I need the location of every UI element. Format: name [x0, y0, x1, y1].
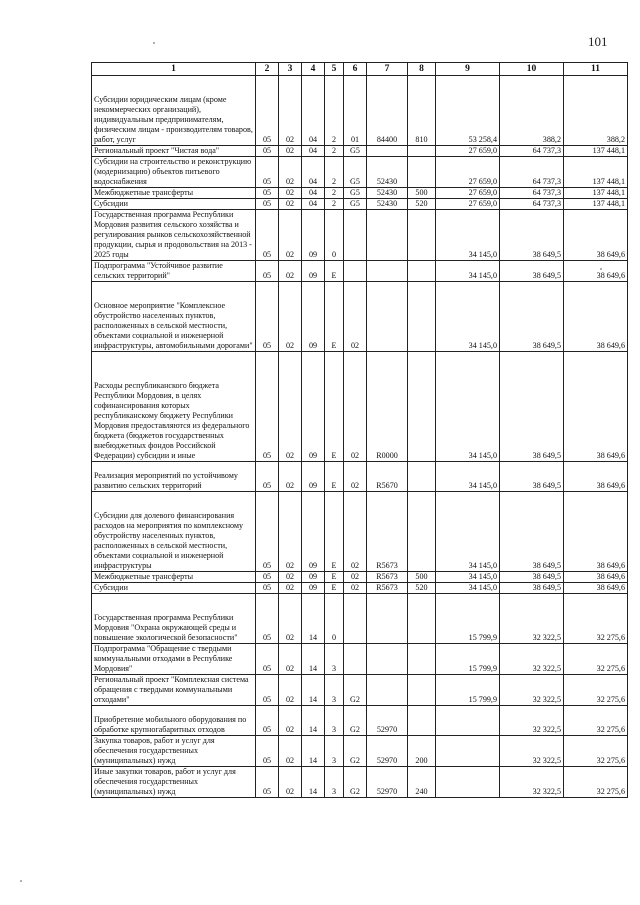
code-section: 05 — [256, 157, 279, 188]
code-expense-type — [408, 157, 436, 188]
code-subsection: 02 — [279, 146, 302, 157]
column-header: 10 — [500, 63, 564, 76]
row-name: Региональный проект "Чистая вода" — [92, 146, 256, 157]
column-header: 2 — [256, 63, 279, 76]
code-section: 05 — [256, 736, 279, 767]
scan-speck — [153, 42, 155, 44]
code-program: 09 — [302, 210, 325, 261]
code-event: 02 — [344, 583, 367, 594]
amount-2020: 53 258,4 — [436, 76, 500, 146]
code-event: G2 — [344, 675, 367, 706]
code-program: 09 — [302, 583, 325, 594]
code-subsection: 02 — [279, 492, 302, 572]
column-header: 8 — [408, 63, 436, 76]
amount-2021: 32 322,5 — [500, 675, 564, 706]
table-row — [92, 76, 628, 146]
code-section: 05 — [256, 210, 279, 261]
code-program: 04 — [302, 146, 325, 157]
code-subsection: 02 — [279, 76, 302, 146]
table-row — [92, 736, 628, 767]
code-expense-type — [408, 282, 436, 352]
code-event — [344, 644, 367, 675]
amount-2021: 64 737,3 — [500, 146, 564, 157]
code-subsection: 02 — [279, 282, 302, 352]
code-section: 05 — [256, 492, 279, 572]
code-expense-type — [408, 146, 436, 157]
code-section: 05 — [256, 188, 279, 199]
code-program: 09 — [302, 462, 325, 492]
code-direction — [367, 261, 408, 282]
code-expense-type — [408, 210, 436, 261]
column-header: 3 — [279, 63, 302, 76]
code-section: 05 — [256, 282, 279, 352]
amount-2021: 64 737,3 — [500, 157, 564, 188]
code-section: 05 — [256, 644, 279, 675]
code-program: 14 — [302, 736, 325, 767]
code-subsection: 02 — [279, 462, 302, 492]
amount-2021: 32 322,5 — [500, 736, 564, 767]
code-event: 02 — [344, 282, 367, 352]
amount-2021: 32 322,5 — [500, 706, 564, 736]
code-subsection: 02 — [279, 583, 302, 594]
amount-2021: 38 649,5 — [500, 261, 564, 282]
column-header: 7 — [367, 63, 408, 76]
table-row — [92, 188, 628, 199]
code-program: 04 — [302, 76, 325, 146]
code-section: 05 — [256, 352, 279, 462]
code-program: 09 — [302, 492, 325, 572]
code-program: 09 — [302, 572, 325, 583]
code-subprogram: Е — [325, 583, 344, 594]
code-section: 05 — [256, 594, 279, 644]
code-expense-type — [408, 261, 436, 282]
code-direction: 52970 — [367, 706, 408, 736]
code-program: 04 — [302, 188, 325, 199]
code-subprogram: 3 — [325, 736, 344, 767]
table-row — [92, 210, 628, 261]
code-subprogram: 2 — [325, 188, 344, 199]
amount-2021: 38 649,5 — [500, 572, 564, 583]
code-direction: R0000 — [367, 352, 408, 462]
code-section: 05 — [256, 146, 279, 157]
code-subprogram: Е — [325, 352, 344, 462]
code-direction: 52430 — [367, 157, 408, 188]
table-row — [92, 199, 628, 210]
code-direction: 52430 — [367, 188, 408, 199]
amount-2022: 137 448,1 — [564, 146, 628, 157]
code-event: G5 — [344, 146, 367, 157]
amount-2020: 34 145,0 — [436, 210, 500, 261]
code-program: 09 — [302, 282, 325, 352]
amount-2021: 38 649,5 — [500, 583, 564, 594]
amount-2022: 38 649,6 — [564, 282, 628, 352]
code-expense-type: 200 — [408, 736, 436, 767]
amount-2020: 27 659,0 — [436, 199, 500, 210]
amount-2022: 32 275,6 — [564, 675, 628, 706]
code-expense-type: 520 — [408, 583, 436, 594]
amount-2022: 38 649,6 — [564, 583, 628, 594]
code-direction: R5673 — [367, 572, 408, 583]
row-name: Иные закупки товаров, работ и услуг для обеспечения государственных (муниципальных) нужд — [92, 767, 256, 798]
code-section: 05 — [256, 583, 279, 594]
amount-2022: 38 649,6 — [564, 462, 628, 492]
amount-2020 — [436, 736, 500, 767]
column-header: 5 — [325, 63, 344, 76]
code-event: 02 — [344, 492, 367, 572]
code-subsection: 02 — [279, 594, 302, 644]
code-expense-type — [408, 706, 436, 736]
amount-2021: 32 322,5 — [500, 594, 564, 644]
row-name: Подпрограмма "Обращение с твердыми коммунальными отходами в Республике Мордовия" — [92, 644, 256, 675]
row-name: Закупка товаров, работ и услуг для обеспечения государственных (муниципальных) нужд — [92, 736, 256, 767]
code-subsection: 02 — [279, 572, 302, 583]
code-subsection: 02 — [279, 157, 302, 188]
code-subprogram: 2 — [325, 76, 344, 146]
amount-2022: 38 649,6 — [564, 572, 628, 583]
amount-2022: 137 448,1 — [564, 188, 628, 199]
amount-2021: 38 649,5 — [500, 282, 564, 352]
code-program: 14 — [302, 767, 325, 798]
code-subprogram: Е — [325, 282, 344, 352]
table-row — [92, 594, 628, 644]
amount-2020: 34 145,0 — [436, 352, 500, 462]
code-direction — [367, 644, 408, 675]
code-direction: R5673 — [367, 583, 408, 594]
code-program: 14 — [302, 594, 325, 644]
code-section: 05 — [256, 76, 279, 146]
code-expense-type — [408, 352, 436, 462]
row-name: Субсидии для долевого финансирования расходов на мероприятия по комплексному обустройству населенных пунктов, расположенных в сельской местности, объектами социальной и инженерной инфраструктуры — [92, 492, 256, 572]
amount-2021: 38 649,5 — [500, 210, 564, 261]
row-name: Реализация мероприятий по устойчивому развитию сельских территорий — [92, 462, 256, 492]
table-row — [92, 352, 628, 462]
column-header: 4 — [302, 63, 325, 76]
code-section: 05 — [256, 462, 279, 492]
column-header: 6 — [344, 63, 367, 76]
row-name: Субсидии юридическим лицам (кроме некоммерческих организаций), индивидуальным предпринимателям, физическим лицам - производителям товаров, работ, услуг — [92, 76, 256, 146]
table-body — [92, 76, 628, 798]
code-subprogram: 2 — [325, 146, 344, 157]
table-row — [92, 644, 628, 675]
code-direction: 52970 — [367, 767, 408, 798]
code-subsection: 02 — [279, 188, 302, 199]
code-subsection: 02 — [279, 199, 302, 210]
amount-2020: 27 659,0 — [436, 157, 500, 188]
table-row — [92, 146, 628, 157]
code-subprogram: Е — [325, 492, 344, 572]
code-subsection: 02 — [279, 736, 302, 767]
code-event — [344, 210, 367, 261]
code-subprogram: 2 — [325, 157, 344, 188]
code-program: 04 — [302, 199, 325, 210]
code-direction — [367, 675, 408, 706]
code-subsection: 02 — [279, 644, 302, 675]
scan-speck — [20, 880, 22, 882]
row-name: Подпрограмма "Устойчивое развитие сельских территорий" — [92, 261, 256, 282]
code-expense-type — [408, 462, 436, 492]
table-row — [92, 157, 628, 188]
code-expense-type — [408, 492, 436, 572]
table-row — [92, 261, 628, 282]
amount-2021: 388,2 — [500, 76, 564, 146]
amount-2021: 64 737,3 — [500, 188, 564, 199]
amount-2021: 38 649,5 — [500, 462, 564, 492]
row-name: Расходы республиканского бюджета Республики Мордовия, в целях софинансирования которых республиканскому бюджету Республики Мордовия предоставляются из федерального бюджета (бюджетов государственных внебюджетных фондов Российской Федерации) субсидии и иные — [92, 352, 256, 462]
code-subprogram: 0 — [325, 210, 344, 261]
code-program: 09 — [302, 352, 325, 462]
code-subprogram: Е — [325, 462, 344, 492]
row-name: Приобретение мобильного оборудования по обработке крупногабаритных отходов — [92, 706, 256, 736]
amount-2020: 15 799,9 — [436, 644, 500, 675]
code-direction: R5673 — [367, 492, 408, 572]
code-event: G2 — [344, 706, 367, 736]
table-row — [92, 675, 628, 706]
row-name: Региональный проект "Комплексная система обращения с твердыми коммунальными отходами" — [92, 675, 256, 706]
code-expense-type — [408, 675, 436, 706]
amount-2021: 64 737,3 — [500, 199, 564, 210]
code-direction — [367, 282, 408, 352]
code-direction — [367, 210, 408, 261]
code-subsection: 02 — [279, 352, 302, 462]
code-event — [344, 594, 367, 644]
amount-2020 — [436, 706, 500, 736]
column-header: 9 — [436, 63, 500, 76]
code-program: 14 — [302, 706, 325, 736]
row-name: Межбюджетные трансферты — [92, 188, 256, 199]
code-subprogram: 3 — [325, 644, 344, 675]
code-expense-type: 500 — [408, 572, 436, 583]
amount-2022: 38 649,6 — [564, 492, 628, 572]
code-event: G5 — [344, 199, 367, 210]
amount-2022: 38 649,6 — [564, 210, 628, 261]
code-program: 14 — [302, 644, 325, 675]
code-direction: 52430 — [367, 199, 408, 210]
code-subsection: 02 — [279, 261, 302, 282]
code-expense-type: 810 — [408, 76, 436, 146]
amount-2022: 388,2 — [564, 76, 628, 146]
code-event: 02 — [344, 572, 367, 583]
code-program: 14 — [302, 675, 325, 706]
code-expense-type: 520 — [408, 199, 436, 210]
budget-table — [91, 62, 628, 798]
amount-2020: 34 145,0 — [436, 572, 500, 583]
code-section: 05 — [256, 572, 279, 583]
code-direction: 84400 — [367, 76, 408, 146]
table-row — [92, 282, 628, 352]
amount-2021: 38 649,5 — [500, 492, 564, 572]
table-row — [92, 583, 628, 594]
code-expense-type — [408, 644, 436, 675]
code-program: 04 — [302, 157, 325, 188]
table-row — [92, 767, 628, 798]
amount-2020: 34 145,0 — [436, 462, 500, 492]
code-section: 05 — [256, 706, 279, 736]
amount-2022: 137 448,1 — [564, 199, 628, 210]
code-direction — [367, 594, 408, 644]
code-subprogram: Е — [325, 572, 344, 583]
code-event: 02 — [344, 352, 367, 462]
amount-2022: 137 448,1 — [564, 157, 628, 188]
code-event: G2 — [344, 767, 367, 798]
row-name: Субсидии на строительство и реконструкцию (модернизацию) объектов питьевого водоснабжения — [92, 157, 256, 188]
amount-2020 — [436, 767, 500, 798]
code-section: 05 — [256, 675, 279, 706]
code-event: G5 — [344, 188, 367, 199]
code-subprogram: 3 — [325, 675, 344, 706]
amount-2020: 27 659,0 — [436, 146, 500, 157]
amount-2020: 34 145,0 — [436, 583, 500, 594]
amount-2021: 32 322,5 — [500, 644, 564, 675]
code-event: 02 — [344, 462, 367, 492]
code-event — [344, 261, 367, 282]
code-direction — [367, 146, 408, 157]
code-subsection: 02 — [279, 210, 302, 261]
amount-2021: 32 322,5 — [500, 767, 564, 798]
amount-2020: 34 145,0 — [436, 261, 500, 282]
amount-2022: 32 275,6 — [564, 644, 628, 675]
amount-2022: 32 275,6 — [564, 736, 628, 767]
amount-2022: 32 275,6 — [564, 594, 628, 644]
code-expense-type: 240 — [408, 767, 436, 798]
amount-2022: 32 275,6 — [564, 767, 628, 798]
table-row — [92, 462, 628, 492]
code-subsection: 02 — [279, 767, 302, 798]
code-subsection: 02 — [279, 675, 302, 706]
code-section: 05 — [256, 767, 279, 798]
amount-2022: 38 649,6 — [564, 352, 628, 462]
amount-2021: 38 649,5 — [500, 352, 564, 462]
code-program: 09 — [302, 261, 325, 282]
amount-2022: 38 649,6 — [564, 261, 628, 282]
amount-2020: 34 145,0 — [436, 492, 500, 572]
amount-2022: 32 275,6 — [564, 706, 628, 736]
amount-2020: 34 145,0 — [436, 282, 500, 352]
amount-2020: 15 799,9 — [436, 594, 500, 644]
row-name: Межбюджетные трансферты — [92, 572, 256, 583]
code-subprogram: 0 — [325, 594, 344, 644]
code-event: 01 — [344, 76, 367, 146]
amount-2020: 27 659,0 — [436, 188, 500, 199]
code-event: G5 — [344, 157, 367, 188]
code-expense-type: 500 — [408, 188, 436, 199]
code-subprogram: 3 — [325, 767, 344, 798]
code-direction: R5670 — [367, 462, 408, 492]
table-row — [92, 492, 628, 572]
table-row — [92, 572, 628, 583]
code-subsection: 02 — [279, 706, 302, 736]
code-subprogram: 2 — [325, 199, 344, 210]
code-section: 05 — [256, 261, 279, 282]
row-name: Субсидии — [92, 583, 256, 594]
amount-2020: 15 799,9 — [436, 675, 500, 706]
header-row — [92, 63, 628, 76]
row-name: Субсидии — [92, 199, 256, 210]
code-event: G2 — [344, 736, 367, 767]
code-subprogram: Е — [325, 261, 344, 282]
code-subprogram: 3 — [325, 706, 344, 736]
code-section: 05 — [256, 199, 279, 210]
column-header: 1 — [92, 63, 256, 76]
column-header: 11 — [564, 63, 628, 76]
code-expense-type — [408, 594, 436, 644]
page-number: 101 — [588, 34, 608, 49]
table-row — [92, 706, 628, 736]
code-direction: 52970 — [367, 736, 408, 767]
row-name: Государственная программа Республики Мордовия развития сельского хозяйства и регулирования рынков сельскохозяйственной продукции, сырья и продовольствия на 2013 - 2025 годы — [92, 210, 256, 261]
row-name: Государственная программа Республики Мордовия "Охрана окружающей среды и повышение экологической безопасности" — [92, 594, 256, 644]
row-name: Основное мероприятие "Комплексное обустройство населенных пунктов, расположенных в сельской местности, объектами социальной и инженерной инфраструктуры, автомобильными дорогами" — [92, 282, 256, 352]
